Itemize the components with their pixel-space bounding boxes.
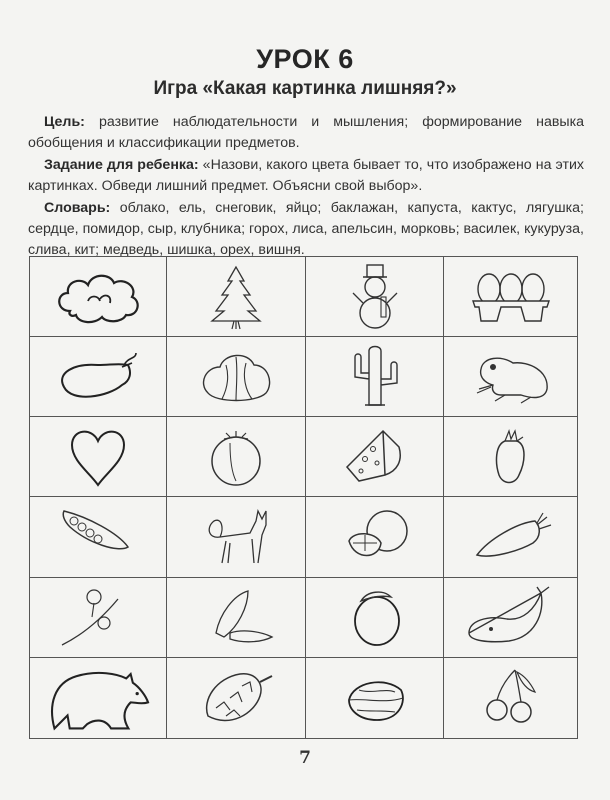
cell-heart[interactable] — [30, 417, 167, 497]
cell-fir[interactable] — [167, 257, 306, 337]
vocabulary-paragraph — [28, 198, 584, 261]
corn-icon — [186, 583, 286, 651]
goal-paragraph — [28, 112, 584, 154]
snowman-icon — [325, 263, 425, 331]
strawberry-icon — [461, 423, 561, 491]
eggplant-icon — [48, 343, 148, 411]
cell-cornflower[interactable] — [30, 578, 167, 658]
task-label: Задание для ребенка: — [44, 157, 199, 173]
cabbage-icon — [186, 343, 286, 411]
cell-cherry[interactable] — [444, 658, 577, 738]
walnut-icon — [325, 664, 425, 732]
orange-icon — [325, 503, 425, 571]
cell-snowman[interactable] — [306, 257, 444, 337]
cell-corn[interactable] — [167, 578, 306, 658]
vocabulary-text: облако, ель, снеговик, яйцо; баклажан, капуста, кактус, лягушка; сердце, помидор, сыр, клубника; горох, лиса, апельсин, морковь; василек, кукуруза, слива, кит; медведь, шишка, орех, вишня. — [28, 200, 584, 258]
goal-text: развитие наблюдательности и мышления; формирование навыка обобщения и классификации предметов. — [28, 114, 584, 151]
cell-bear[interactable] — [30, 658, 167, 738]
cell-tomato[interactable] — [167, 417, 306, 497]
cell-eggplant[interactable] — [30, 337, 167, 417]
tomato-icon — [186, 423, 286, 491]
whale-icon — [461, 583, 561, 651]
cell-fox[interactable] — [167, 497, 306, 577]
frog-icon — [461, 343, 561, 411]
fir-tree-icon — [186, 263, 286, 331]
carrot-icon — [461, 503, 561, 571]
task-text: «Назови, какого цвета бывает то, что изображено на этих картинках. Обведи лишний предмет. Объясни свой выбор». — [28, 157, 584, 194]
task-paragraph — [28, 155, 584, 197]
heart-icon — [48, 423, 148, 491]
game-title: Игра «Какая картинка лишняя?» — [153, 78, 457, 99]
pea-pod-icon — [48, 503, 148, 571]
goal-label: Цель: — [44, 114, 85, 130]
cell-peas[interactable] — [30, 497, 167, 577]
cell-cloud[interactable] — [30, 257, 167, 337]
cloud-icon — [48, 263, 148, 331]
cell-carrot[interactable] — [444, 497, 577, 577]
cell-cheese[interactable] — [306, 417, 444, 497]
cell-walnut[interactable] — [306, 658, 444, 738]
cell-pinecone[interactable] — [167, 658, 306, 738]
cell-strawberry[interactable] — [444, 417, 577, 497]
cell-whale[interactable] — [444, 578, 577, 658]
cell-plum[interactable] — [306, 578, 444, 658]
egg-carton-icon — [461, 263, 561, 331]
cell-frog[interactable] — [444, 337, 577, 417]
cell-eggs[interactable] — [444, 257, 577, 337]
cherry-icon — [461, 664, 561, 732]
fox-icon — [186, 503, 286, 571]
cell-cactus[interactable] — [306, 337, 444, 417]
page-number: 7 — [299, 748, 311, 768]
lesson-title: УРОК 6 — [256, 44, 354, 74]
plum-icon — [325, 583, 425, 651]
bear-icon — [38, 661, 158, 735]
cactus-icon — [325, 343, 425, 411]
cheese-icon — [325, 423, 425, 491]
pinecone-icon — [186, 664, 286, 732]
picture-grid — [29, 256, 578, 739]
cell-orange[interactable] — [306, 497, 444, 577]
cornflower-icon — [48, 583, 148, 651]
cell-cabbage[interactable] — [167, 337, 306, 417]
vocabulary-label: Словарь: — [44, 200, 111, 216]
